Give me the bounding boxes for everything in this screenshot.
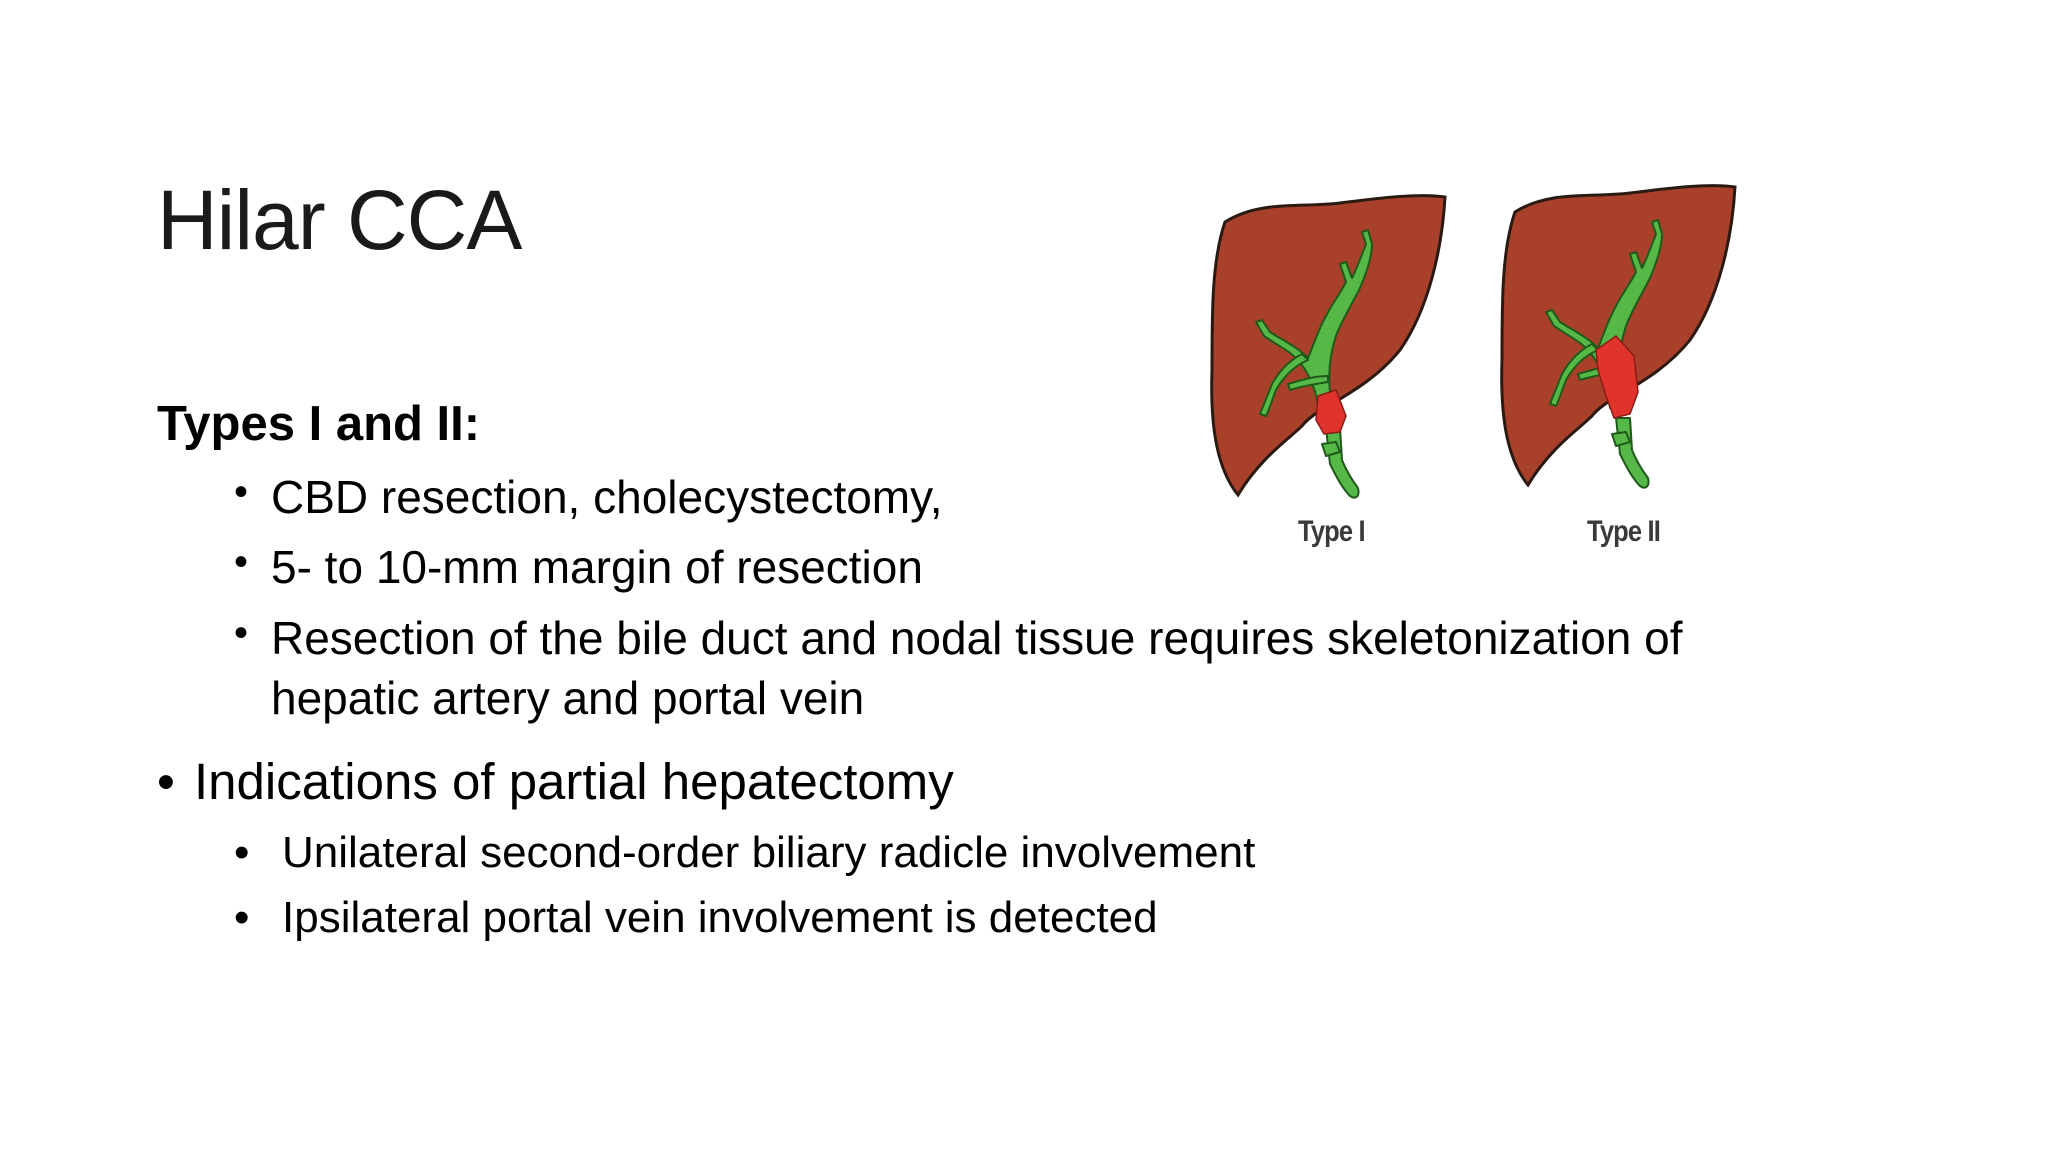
liver-type-1-icon [1212,196,1445,498]
bullet-icon: • [234,828,250,877]
list-item-text: Resection of the bile duct and nodal tissue requires skeletonization of [271,612,1683,664]
liver-diagram [1190,170,1760,570]
slide-title: Hilar CCA [157,173,522,267]
bullet-icon: • [234,611,249,655]
bullet-icon: • [234,540,249,584]
bullet-icon: • [234,893,250,942]
bullet-icon: • [157,753,175,810]
liver-diagram-figure [1190,170,1760,570]
liver-type-2-icon [1502,186,1735,488]
list-item-text: 5- to 10-mm margin of resection [271,541,923,593]
figure-caption: Type I [1298,515,1365,548]
list-item-text: Indications of partial hepatectomy [194,753,954,810]
list-item-continuation: hepatic artery and portal vein [271,672,865,724]
list-item-text: Unilateral second-order biliary radicle involvement [282,828,1256,877]
figure-caption: Type II [1587,515,1660,548]
bullet-icon: • [234,470,249,514]
list-item-text: Ipsilateral portal vein involvement is detected [282,893,1158,942]
section-heading: Types I and II: [157,397,481,451]
list-item-text: CBD resection, cholecystectomy, [271,471,943,523]
